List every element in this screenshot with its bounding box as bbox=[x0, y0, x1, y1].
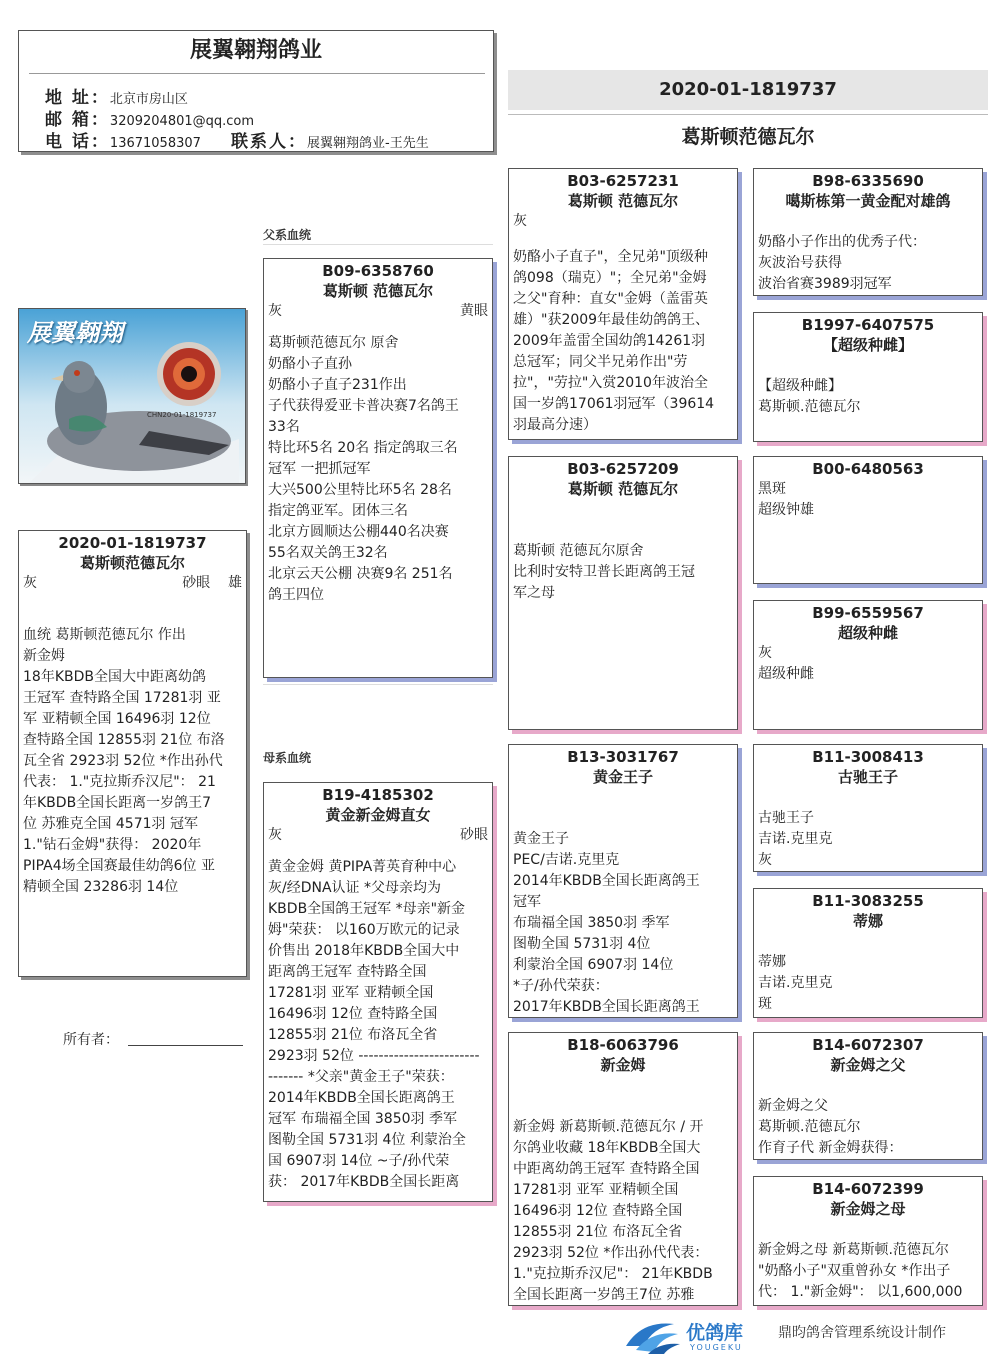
subject-color: 灰 bbox=[23, 575, 37, 591]
address-label: 地 址： bbox=[45, 88, 110, 108]
ggp-6-ring: B11-3083255 bbox=[812, 892, 924, 910]
sire-color: 灰 bbox=[268, 303, 282, 319]
ggp-5-name: 古驰王子 bbox=[837, 768, 898, 786]
sire-card bbox=[263, 258, 493, 678]
ggp-card-7 bbox=[753, 1032, 983, 1160]
ggp-card-5 bbox=[753, 744, 983, 872]
sire-ring: B09-6358760 bbox=[322, 262, 434, 280]
subject-eye: 砂眼 bbox=[182, 575, 211, 591]
ggp-8-text: 新金姆之母 新葛斯顿.范德瓦尔 "奶酪小子"双重曾孙女 *作出子 代： 1."新金姆"： 以1,600,000 bbox=[758, 1242, 963, 1300]
photo-ring-caption: CHN20-01-1819737 bbox=[147, 411, 217, 419]
sire-name: 葛斯顿 范德瓦尔 bbox=[322, 282, 434, 300]
grandsire-dam-side-card bbox=[508, 744, 738, 1018]
sire-text: 葛斯顿范德瓦尔 原舍 奶酪小子直孙 奶酪小子直子231作出 子代获得爱亚卡普决赛7名鸽王 33名 特比环5名 20名 指定鸽取三名 冠军 一把抓冠军 大兴500公里特比环5名 28名 指定鸽亚军。团体三名 北京方圆顺达公棚440名决赛 55名双关鸽王32名 北京云天公棚 决赛9名 251名 鸽王四位 bbox=[268, 335, 459, 603]
ggp-3-text: 黑斑 超级钟雄 bbox=[758, 481, 814, 518]
phone-value: 13671058307 bbox=[109, 136, 201, 151]
gp-ss-name: 葛斯顿 范德瓦尔 bbox=[567, 192, 679, 210]
ggp-2-text: 【超级种雌】 葛斯顿.范德瓦尔 bbox=[758, 378, 861, 415]
company-box bbox=[18, 30, 494, 152]
ggp-4-name: 超级种雌 bbox=[837, 624, 898, 642]
ggp-card-8 bbox=[753, 1176, 983, 1306]
contact-label: 联系人： bbox=[231, 132, 307, 152]
subject-text: 血统 葛斯顿范德瓦尔 作出 新金姆 18年KBDB全国大中距离幼鸽 王冠军 查特路全国 17281羽 亚 军 亚精顿全国 16496羽 12位 查特路全国 12855羽 21位 布洛 瓦全省 2923羽 52位 *作出孙代 代表： 1."克拉斯乔汉尼"： 21 年KBDB全国长距离一岁鸽王7 位 苏雅克全国 4571羽 冠军 1."钻石金姆"获得： 2020年 PIPA4场全国赛最佳幼鸽6位 亚 精顿全国 23286羽 14位 bbox=[23, 627, 225, 895]
footer-credit: 鼎昀鸽舍管理系统设计制作 bbox=[778, 1325, 946, 1341]
ggp-7-ring: B14-6072307 bbox=[812, 1036, 924, 1054]
ggp-7-name: 新金姆之父 bbox=[830, 1056, 906, 1074]
gp-sd-ring: B03-6257209 bbox=[567, 460, 679, 478]
granddam-sire-side-card bbox=[508, 456, 738, 730]
grandsire-sire-side-card bbox=[508, 168, 738, 440]
ggp-2-ring: B1997-6407575 bbox=[801, 316, 935, 334]
footer-brand: 优鸽库 bbox=[686, 1322, 744, 1344]
dam-card bbox=[263, 782, 493, 1202]
pigeon-photo bbox=[18, 308, 246, 484]
gp-ss-ring: B03-6257231 bbox=[567, 172, 679, 190]
owner-line bbox=[128, 1045, 243, 1046]
ggp-card-2 bbox=[753, 312, 983, 442]
ggp-7-text: 新金姆之父 葛斯顿.范德瓦尔 作育子代 新金姆获得： bbox=[758, 1098, 903, 1156]
subject-ring: 2020-01-1819737 bbox=[58, 534, 207, 552]
sire-attrs bbox=[264, 301, 492, 321]
ggp-8-name: 新金姆之母 bbox=[830, 1200, 906, 1218]
company-name: 展翼翱翔鸽业 bbox=[189, 38, 322, 63]
dam-name: 黄金新金姆直女 bbox=[325, 806, 431, 824]
dam-eye: 砂眼 bbox=[460, 827, 488, 843]
owner-label: 所有者： bbox=[63, 1032, 119, 1048]
ggp-card-6 bbox=[753, 888, 983, 1018]
gp-ds-name: 黄金王子 bbox=[592, 768, 653, 786]
granddam-dam-side-card bbox=[508, 1032, 738, 1306]
contact-value: 展翼翱翔鸽业-王先生 bbox=[307, 136, 429, 151]
footer-brand-en: YOUGEKU bbox=[690, 1343, 743, 1352]
header-title: 葛斯顿范德瓦尔 bbox=[681, 126, 815, 148]
header-ring: 2020-01-1819737 bbox=[659, 79, 837, 100]
email-label: 邮 箱： bbox=[45, 110, 110, 130]
ggp-1-name: 噶斯栋第一黄金配对雄鸽 bbox=[785, 192, 951, 210]
ggp-4-text: 灰 超级种雌 bbox=[758, 645, 814, 682]
gp-sd-text: 葛斯顿 范德瓦尔原舍 比利时安特卫普长距离鸽王冠 军之母 bbox=[513, 543, 695, 601]
dam-line-label: 母系血统 bbox=[263, 751, 312, 765]
ggp-3-ring: B00-6480563 bbox=[812, 460, 924, 478]
gp-ds-text: 黄金王子 PEC/吉诺.克里克 2014年KBDB全国长距离鸽王 冠军 布瑞福全国 3850羽 季军 图勒全国 5731羽 4位 利蒙治全国 6907羽 14位 *子/孙代荣获： 2017年KBDB全国长距离鸽王 bbox=[513, 831, 700, 1015]
gp-ss-text: 奶酪小子直子"，全兄弟"顶级种 鸽098（瑞克）"；全兄弟"金姆 之父"育种：直女"金姆（盖雷英 雄）"获2009年最佳幼鸽鸽王、 2009年盖雷全国幼鸽14261羽 总冠军；同父半兄弟作出"劳 拉"，"劳拉"入赏2010年波治全 国一岁鸽17061羽冠军（39614 羽最高分速） bbox=[513, 249, 715, 433]
ggp-6-text: 蒂娜 吉诺.克里克 斑 bbox=[758, 954, 833, 1012]
ggp-4-ring: B99-6559567 bbox=[812, 604, 924, 622]
dam-attrs bbox=[264, 825, 492, 845]
ggp-1-ring: B98-6335690 bbox=[812, 172, 924, 190]
ggp-8-ring: B14-6072399 bbox=[812, 1180, 924, 1198]
yougeku-logo-icon bbox=[622, 1316, 682, 1356]
dam-color: 灰 bbox=[268, 827, 282, 843]
gp-dd-text: 新金姆 新葛斯顿.范德瓦尔 / 开 尔鸽业收藏 18年KBDB全国大 中距离幼鸽王冠军 查特路全国 17281羽 亚军 亚精顿全国 16496羽 12位 查特路全国 12855羽 21位 布洛瓦全省 2923羽 52位 *作出孙代代表： 1."克拉斯乔汉尼"： 21年KBDB 全国长距离一岁鸽王7位 苏雅 bbox=[513, 1119, 713, 1303]
subject-sex: 雄 bbox=[228, 575, 242, 591]
ggp-5-ring: B11-3008413 bbox=[812, 748, 924, 766]
gp-dd-ring: B18-6063796 bbox=[567, 1036, 679, 1054]
ggp-card-1 bbox=[753, 168, 983, 296]
gp-dd-name: 新金姆 bbox=[600, 1056, 646, 1074]
gp-ds-ring: B13-3031767 bbox=[567, 748, 679, 766]
gp-sd-name: 葛斯顿 范德瓦尔 bbox=[567, 480, 679, 498]
contact-row bbox=[231, 127, 429, 152]
dam-ring: B19-4185302 bbox=[322, 786, 434, 804]
sire-line-label: 父系血统 bbox=[263, 228, 312, 242]
gp-ss-attrs bbox=[509, 211, 737, 231]
ggp-card-4 bbox=[753, 600, 983, 730]
phone-label: 电 话： bbox=[45, 132, 110, 152]
dam-text: 黄金金姆 黄PIPA菁英育种中心 灰/经DNA认证 *父母亲均为 KBDB全国鸽王冠军 *母亲"新金 姆"荣获： 以160万欧元的记录 价售出 2018年KBDB全国大中 距离鸽王冠军 查特路全国 17281羽 亚军 亚精顿全国 16496羽 12位 查特路全国 12855羽 21位 布洛瓦全省 2923羽 52位 ------------------------ ------- *父亲"黄金王子"荣获： 2014年KBDB全国长距离鸽王 冠军 布瑞福全国 3850羽 季军 图勒全国 5731羽 4位 利蒙治全 国 6907羽 14位 ~子/孙代荣 获： 2017年KBDB全国长距离 bbox=[268, 859, 480, 1190]
subject-eye-sex bbox=[182, 573, 242, 593]
sire-eye: 黄眼 bbox=[460, 303, 488, 319]
ggp-5-text: 古驰王子 吉诺.克里克 灰 bbox=[758, 810, 833, 868]
ggp-card-3 bbox=[753, 456, 983, 584]
email-value: 3209204801@qq.com bbox=[109, 114, 255, 129]
subject-name: 葛斯顿范德瓦尔 bbox=[79, 554, 185, 572]
photo-logo-text: 展翼翱翔 bbox=[27, 319, 123, 347]
header-ring-bar bbox=[508, 70, 988, 110]
subject-card bbox=[18, 530, 247, 977]
ggp-6-name: 蒂娜 bbox=[852, 912, 883, 930]
gp-ss-color: 灰 bbox=[513, 213, 527, 229]
address-value: 北京市房山区 bbox=[109, 92, 188, 107]
phone-row bbox=[45, 127, 201, 152]
ggp-2-name: 【超级种雌】 bbox=[822, 336, 913, 354]
ggp-1-text: 奶酪小子作出的优秀子代： 灰波治号获得 波治省赛3989羽冠军 bbox=[758, 234, 926, 292]
subject-attrs bbox=[19, 573, 246, 593]
